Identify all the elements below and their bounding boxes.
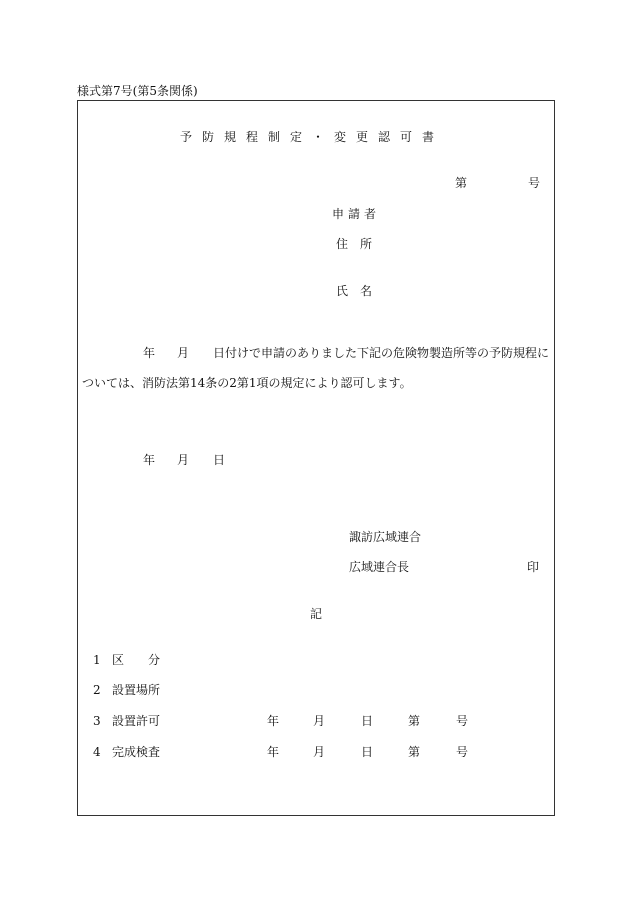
ki-heading: 記 [310, 607, 323, 621]
item-year: 年 [267, 714, 280, 728]
item-go: 号 [456, 745, 469, 759]
item-label-permit: 設置許可 [112, 714, 161, 728]
item-dai: 第 [408, 745, 421, 759]
item-number: 3 [93, 714, 101, 728]
item-day: 日 [361, 745, 374, 759]
item-month: 月 [313, 745, 326, 759]
item-month: 月 [313, 714, 326, 728]
body-line1: 日付けで申請のありました下記の危険物製造所等の予防規程に [213, 346, 550, 360]
seal-mark: 印 [527, 560, 540, 574]
issuer-title: 広域連合長 [349, 560, 410, 574]
item-dai: 第 [408, 714, 421, 728]
item-number: 4 [93, 745, 101, 759]
document-title: 予防規程制定・変更認可書 [180, 130, 445, 144]
item-label-inspection: 完成検査 [112, 745, 161, 759]
item-day: 日 [361, 714, 374, 728]
issue-day: 日 [213, 453, 226, 467]
item-number: 2 [93, 683, 101, 697]
item-label-kubun: 区 分 [112, 653, 161, 667]
item-year: 年 [267, 745, 280, 759]
name-label: 氏名 [336, 284, 385, 298]
number-dai: 第 [455, 176, 468, 190]
body-month: 月 [177, 346, 190, 360]
address-label: 住所 [336, 237, 385, 251]
issue-month: 月 [177, 453, 190, 467]
form-number-label: 様式第7号(第5条関係) [77, 84, 198, 98]
body-year: 年 [143, 346, 156, 360]
body-line2: ついては、消防法第14条の2第1項の規定により認可します。 [82, 376, 412, 390]
item-go: 号 [456, 714, 469, 728]
item-number: 1 [93, 653, 101, 667]
applicant-heading: 申請者 [332, 207, 381, 221]
item-label-location: 設置場所 [112, 683, 161, 697]
issuer-org: 諏訪広域連合 [349, 530, 422, 544]
number-go: 号 [528, 176, 541, 190]
issue-year: 年 [143, 453, 156, 467]
